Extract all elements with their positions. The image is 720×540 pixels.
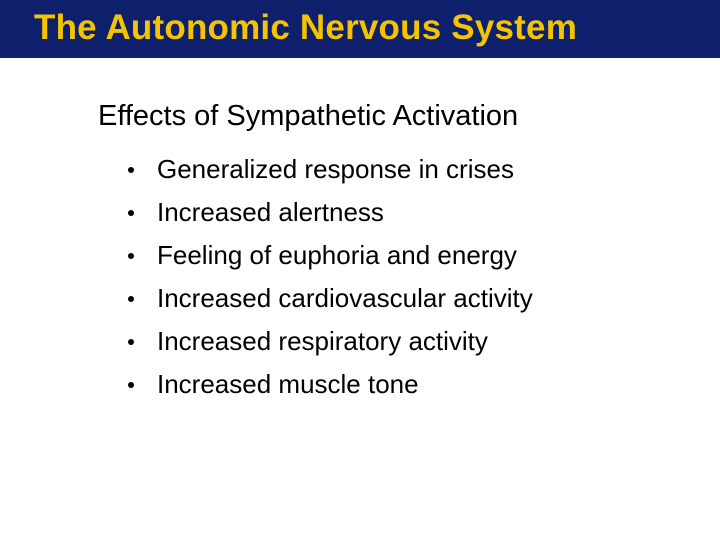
bullet-icon [128, 210, 134, 216]
bullet-list [128, 148, 533, 406]
bullet-icon [128, 382, 134, 388]
bullet-item [128, 148, 533, 191]
bullet-icon [128, 296, 134, 302]
bullet-text: Increased respiratory activity [157, 326, 488, 356]
bullet-item [128, 277, 533, 320]
bullet-text: Generalized response in crises [157, 154, 514, 184]
bullet-text: Increased alertness [157, 197, 384, 227]
bullet-icon [128, 167, 134, 173]
bullet-item [128, 234, 533, 277]
slide-title: The Autonomic Nervous System [34, 8, 578, 47]
bullet-item [128, 320, 533, 363]
bullet-text: Increased muscle tone [157, 369, 419, 399]
bullet-icon [128, 339, 134, 345]
bullet-item [128, 191, 533, 234]
title-bar [0, 0, 720, 58]
bullet-item [128, 363, 533, 406]
section-heading: Effects of Sympathetic Activation [98, 100, 519, 132]
bullet-icon [128, 253, 134, 259]
bullet-text: Feeling of euphoria and energy [157, 240, 517, 270]
bullet-text: Increased cardiovascular activity [157, 283, 533, 313]
